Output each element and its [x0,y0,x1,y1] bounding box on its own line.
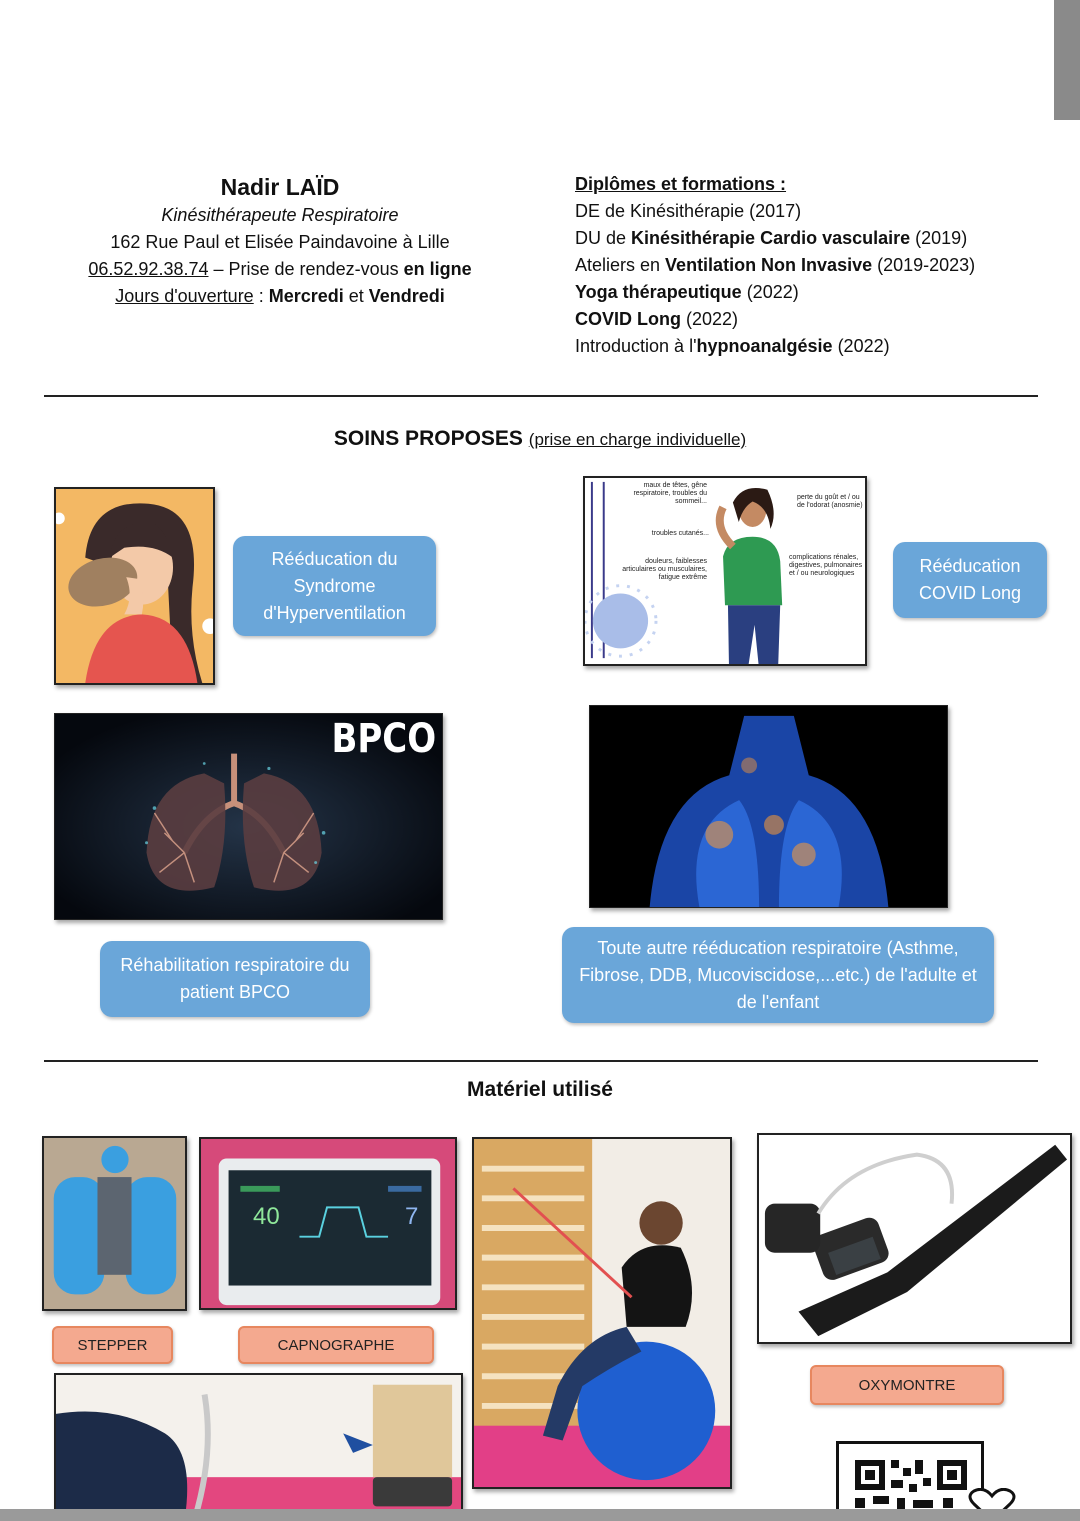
stepper-image [42,1136,187,1311]
wallbars-exercise-image [472,1137,732,1489]
exercise-bike-image [54,1373,463,1521]
diploma-text: Ateliers en [575,255,666,275]
address: 162 Rue Paul et Elisée Paindavoine à Lille [110,232,450,252]
covid-label-pain: douleurs, faiblesses articulaires ou musculaires, fatigue extrême [622,558,707,581]
diploma-text: DU de [575,228,632,248]
diploma-year: (2022) [681,309,739,329]
diploma-item [575,225,1035,252]
bpco-image [54,713,443,920]
label-stepper-text: STEPPER [77,1336,148,1354]
diplomas-block [575,171,1035,360]
phone-line [60,256,500,283]
card-covid [893,542,1047,618]
diploma-item [575,279,1035,306]
covid-label-taste: perte du goût et / ou de l'odorat (anosmie) [797,494,863,509]
hours-label: Jours d'ouverture [115,286,254,306]
card-bpco-label: Réhabilitation respiratoire du patient BPCO [120,955,350,1002]
divider-bottom [44,1060,1038,1062]
diploma-bold: hypnoanalgésie [696,336,833,356]
diploma-bold: Ventilation Non Invasive [665,255,873,275]
oxymontre-image [757,1133,1072,1344]
practitioner-name: Nadir LAÏD [220,174,340,200]
diploma-item [575,252,1035,279]
covid-label-complications: complications rénales, digestives, pulmonaires et / ou neurologiques [789,554,863,577]
diploma-item [575,198,1035,225]
soins-heading [0,427,1080,451]
diploma-text: DE de Kinésithérapie (2017) [575,201,802,221]
covid-label-head: maux de têtes, gêne respiratoire, troubles du sommeil... [633,482,707,505]
capnographe-value-right: 7 [405,1203,419,1230]
contact-block [60,172,500,310]
phone-link[interactable]: 06.52.92.38.74 [88,259,209,279]
capnographe-value-left: 40 [253,1203,280,1230]
card-other [562,927,994,1023]
card-hyperventilation-label: Rééducation du Syndrome d'Hyperventilation [263,548,406,623]
diploma-bold: COVID Long [575,309,681,329]
practitioner-role: Kinésithérapeute Respiratoire [161,205,399,225]
bpco-overlay-label: BPCO [331,716,436,762]
diploma-year: (2022) [832,336,890,356]
scrollbar[interactable] [1054,0,1080,120]
day-sep: et [343,286,369,306]
diploma-bold: Kinésithérapie Cardio vasculaire [631,228,911,248]
materiel-title: Matériel utilisé [467,1078,613,1101]
day-wednesday: Mercredi [268,286,344,306]
soins-title: SOINS PROPOSES [333,427,523,450]
diplomas-title: Diplômes et formations : [575,174,787,194]
label-oxymontre [810,1365,1004,1405]
hyperventilation-illustration [54,487,215,685]
booking-online: en ligne [403,259,472,279]
label-stepper [52,1326,173,1364]
covid-long-illustration [583,476,867,666]
hours-sep: : [253,286,269,306]
card-other-label: Toute autre rééducation respiratoire (Asthme, Fibrose, DDB, Mucoviscidose,...etc.) de l'adulte et de l'enfant [579,937,977,1012]
diploma-item [575,306,1035,333]
card-hyperventilation [233,536,436,636]
lungs-image [589,705,948,908]
diploma-year: (2019) [910,228,968,248]
diploma-year: (2022) [741,282,799,302]
divider-top [44,395,1038,397]
diploma-bold: Yoga thérapeutique [575,282,742,302]
opening-days [60,283,500,310]
bottom-bar [0,1509,1080,1521]
booking-text: – Prise de rendez-vous [208,259,404,279]
day-friday: Vendredi [368,286,445,306]
label-capnographe [238,1326,434,1364]
diploma-item [575,333,1035,360]
diploma-year: (2019-2023) [872,255,976,275]
card-bpco [100,941,370,1017]
covid-label-skin: troubles cutanés... [651,530,709,537]
label-capnographe-text: CAPNOGRAPHE [277,1336,395,1354]
soins-subtitle: (prise en charge individuelle) [528,430,747,449]
card-covid-label: Rééducation COVID Long [918,556,1022,603]
diploma-text: Introduction à l' [575,336,697,356]
capnographe-image [199,1137,457,1310]
label-oxymontre-text: OXYMONTRE [858,1376,956,1394]
